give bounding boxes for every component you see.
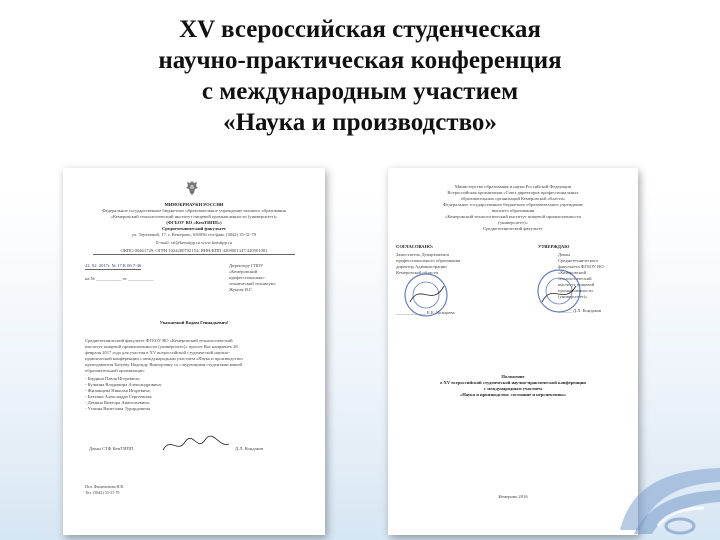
title-line-2: научно-практическая конференция (158, 47, 562, 74)
agreed-1: профессионального образования (396, 258, 461, 263)
agreed-2: директор Администрации (396, 264, 447, 269)
agreed-0: Заместитель Департамента (396, 252, 450, 257)
approved-title: УТВЕРЖДАЮ (538, 244, 570, 249)
title-line-4: «Наука и производство» (223, 109, 497, 136)
letter-header-6: E-mail: stf@kemtipp.ru www.kemtipp.ru (156, 240, 232, 245)
official-stamp-left (402, 272, 450, 318)
program-header-1: Всероссийская организация «Союз директоров профессиональных (447, 190, 579, 195)
invitation-letter-image (63, 168, 325, 535)
official-stamp-right (536, 268, 582, 314)
letter-header-0: МИНОБРНАУКИ РОССИИ (164, 202, 224, 207)
student-5: - Уткина Вячеслава Эдуардовича. (85, 406, 152, 411)
program-header-3: Федеральное государственное бюджетное образовательное учреждение (442, 202, 584, 207)
doc-title-2: с международным участием (483, 386, 543, 391)
slide-title (0, 14, 720, 138)
student-2: - Жилинцева Николая Игоревича; (85, 388, 151, 393)
program-header-6: (университет)» (498, 220, 528, 225)
letter-body-4: преподавателя Батуеву Надежду Викторовну со следующими студентами вашей (85, 362, 242, 367)
title-line-1: XV всероссийская студенческая (179, 16, 541, 43)
handwritten-signature (161, 434, 231, 456)
city-year: Кемерово 2016 (498, 494, 528, 499)
addressee-4: Жукову В.Г. (229, 287, 253, 292)
approved-0: Декан (558, 252, 570, 257)
signature-name: Д.Л. Кондаков (235, 446, 264, 451)
footer-0: Исп. Филимонова Н.В. (85, 484, 125, 489)
letter-header-4: Среднетехнический факультет (161, 226, 227, 231)
footer-1: Тел. (3842) 35-31-79 (85, 490, 120, 495)
letter-body-3: практической конференции с международным участием «Наука и производство» (85, 356, 244, 361)
program-header-5: «Кемеровский технологический институт пищевой промышленности (445, 214, 581, 219)
letter-header-5: ул. Тереховой, 17, г. Кемерово, 650056 тел/факс (3842) 35-31-79 (131, 232, 257, 237)
car-logo-icon (600, 430, 720, 540)
letter-header-7: ОКПО 00461729, ОГРН 1024200702154, ИНН/КПП 4208001347/420501001 (93, 248, 295, 255)
doc-title-1: о XV всероссийской студенческой научно-практической конференции (440, 380, 586, 385)
letter-body-5: образовательной организации: (85, 368, 145, 373)
letter-header-1: Федеральное государственное бюджетное образовательное учреждение высшего образования (102, 208, 286, 213)
letter-header-3: (ФГБОУ ВО «КемТИПП») (166, 220, 222, 225)
agreed-title: СОГЛАСОВАНО: (396, 244, 434, 249)
student-3: - Бахтина Александра Сергеевича; (85, 394, 153, 399)
program-header-4: высшего образования (491, 208, 535, 213)
letter-body-2: февраля 2017 года для участия в XV всероссийской студенческой научно- (85, 350, 230, 355)
addressee-2: профессионально- (229, 275, 266, 280)
student-1: - Кучкина Владимира Александровича; (85, 382, 162, 387)
approved-4: технологический (558, 276, 592, 281)
letter-body-0: Среднетехнический факультет ФГБОУ ВО «Кемеровский технологический (85, 338, 233, 343)
addressee-1: «Кемеровский (229, 269, 258, 274)
letter-header-2: «Кемеровский технологический институт пищевой промышленности (университет)» (110, 214, 278, 219)
coat-of-arms-icon (185, 180, 199, 196)
approved-3: «Кемеровский (558, 270, 587, 275)
agreed-4: _____________ Е.Е. Козырева (396, 310, 455, 315)
student-4: - Демина Виктора Анатольевича; (85, 400, 150, 405)
approved-8: ______ Д.Л. Кондаков (558, 308, 602, 313)
student-0: - Бердина Павла Игоревича; (85, 376, 140, 381)
approved-6: промышленности (558, 288, 593, 293)
addressee-3: технический техникум» (229, 281, 276, 286)
letter-ref: на № ___________ от ___________ (85, 276, 154, 281)
program-header-7: Среднетехнический факультет (483, 226, 543, 231)
title-line-3: с международным участием (201, 78, 519, 105)
approved-5: институт пищевой (558, 282, 595, 287)
approved-1: Среднетехнического (558, 258, 599, 263)
agreed-3: Кемеровской области (396, 270, 438, 275)
signature-role: Декан СТФ КемТИПП (89, 446, 134, 451)
doc-title-0: Положение (501, 374, 525, 379)
letter-salutation: Уважаемый Вадим Геннадьевич! (159, 320, 229, 325)
approved-7: (университет)» (558, 294, 588, 299)
letter-date: 22. 02. 2017г. № 17.К.06.7-46 (85, 263, 142, 268)
approved-2: факультета ФГБОУ ВО (558, 264, 604, 269)
doc-title-3: «Наука и производство: состояние и перспективы» (459, 392, 567, 397)
program-header-2: образовательных организаций Кемеровской области» (460, 196, 566, 201)
program-header-0: Министерство образования и науки Российской Федерации (454, 184, 572, 189)
addressee-0: Директору ГПОУ (229, 263, 264, 268)
letter-body-1: институт пищевой промышленности (университет)» просит Вас направить 28 (85, 344, 238, 349)
